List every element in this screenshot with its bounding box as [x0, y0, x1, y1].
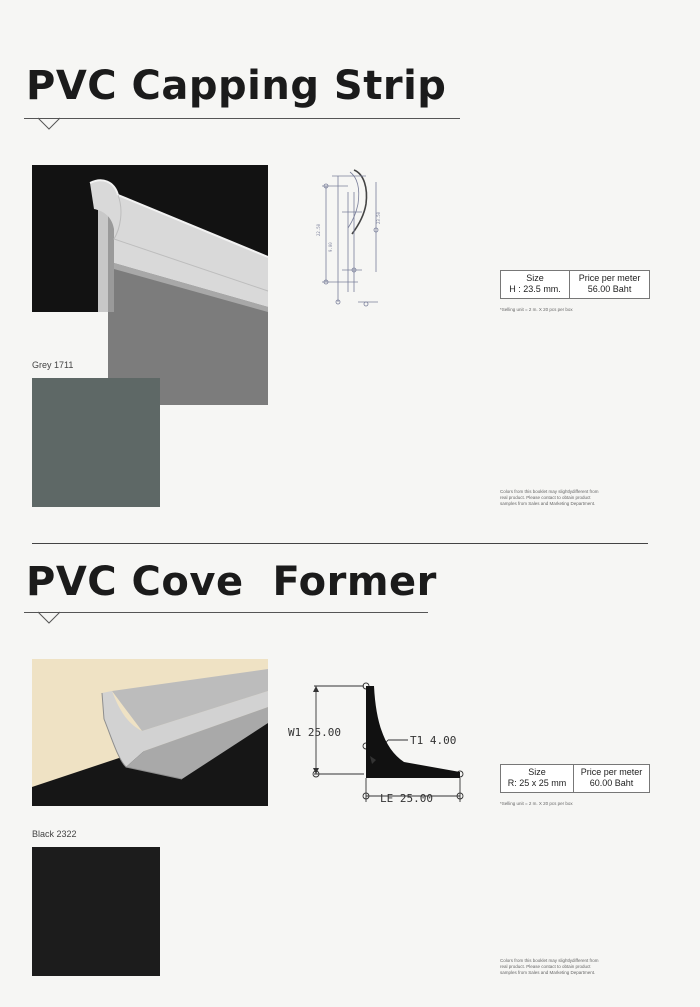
- disclaimer-line: real product. Please contact to obtain product: [500, 964, 591, 970]
- svg-text:22.50: 22.50: [316, 223, 321, 236]
- t1-dimension: T1 4.00: [410, 734, 457, 747]
- capping-strip-photo: [32, 165, 268, 312]
- section2-title-notch: [38, 612, 60, 624]
- section2-title-rule: [24, 612, 428, 613]
- price-value: 56.00 Baht: [587, 284, 632, 295]
- disclaimer-line: Colors from this booklet may slightlydifferent from: [500, 958, 599, 963]
- capping-strip-technical-drawing: [318, 152, 390, 312]
- disclaimer-line: samples from Sales and Marketing Department.: [500, 970, 596, 976]
- section-divider: [32, 543, 648, 544]
- size-value: R: 25 x 25 mm: [507, 778, 567, 789]
- section2-selling-note: *Selling unit = 2 m. X 20 pcs per box: [500, 801, 573, 806]
- size-value: H : 23.5 mm.: [509, 284, 561, 295]
- section1-disclaimer: [500, 489, 640, 507]
- section1-title-notch: [38, 118, 60, 130]
- grey-color-swatch: [32, 378, 160, 507]
- size-header: Size: [526, 273, 544, 283]
- disclaimer-line: Colors from this booklet may slightlydifferent from: [500, 489, 599, 494]
- section2-price-table: [500, 764, 650, 793]
- cove-former-photo: [32, 659, 268, 806]
- black-color-swatch: [32, 847, 160, 976]
- section1-selling-note: *Selling unit = 2 m. X 20 pcs per box: [500, 307, 573, 312]
- size-cell: [501, 271, 570, 299]
- price-header: Price per meter: [580, 767, 643, 777]
- section2-disclaimer: [500, 958, 640, 976]
- price-header: Price per meter: [578, 273, 641, 283]
- cove-former-technical-drawing: [284, 674, 474, 808]
- disclaimer-line: samples from Sales and Marketing Department.: [500, 501, 596, 507]
- price-cell: [573, 765, 649, 793]
- size-header: Size: [528, 767, 546, 777]
- section1-swatch-label: Grey 1711: [32, 360, 74, 370]
- size-cell: [501, 765, 574, 793]
- svg-text:23.50: 23.50: [376, 211, 381, 224]
- section1-title: PVC Capping Strip: [26, 63, 447, 109]
- section2-swatch-label: Black 2322: [32, 829, 77, 839]
- section1-title-rule: [24, 118, 460, 119]
- svg-text:9.00: 9.00: [328, 242, 333, 252]
- section1-price-table: [500, 270, 650, 299]
- le-dimension: LE 25.00: [380, 792, 433, 805]
- w1-dimension: W1 25.00: [288, 726, 341, 739]
- disclaimer-line: real product. Please contact to obtain product: [500, 495, 591, 501]
- section2-title: PVC Cove Former: [26, 559, 437, 605]
- price-cell: [570, 271, 650, 299]
- price-value: 60.00 Baht: [589, 778, 634, 789]
